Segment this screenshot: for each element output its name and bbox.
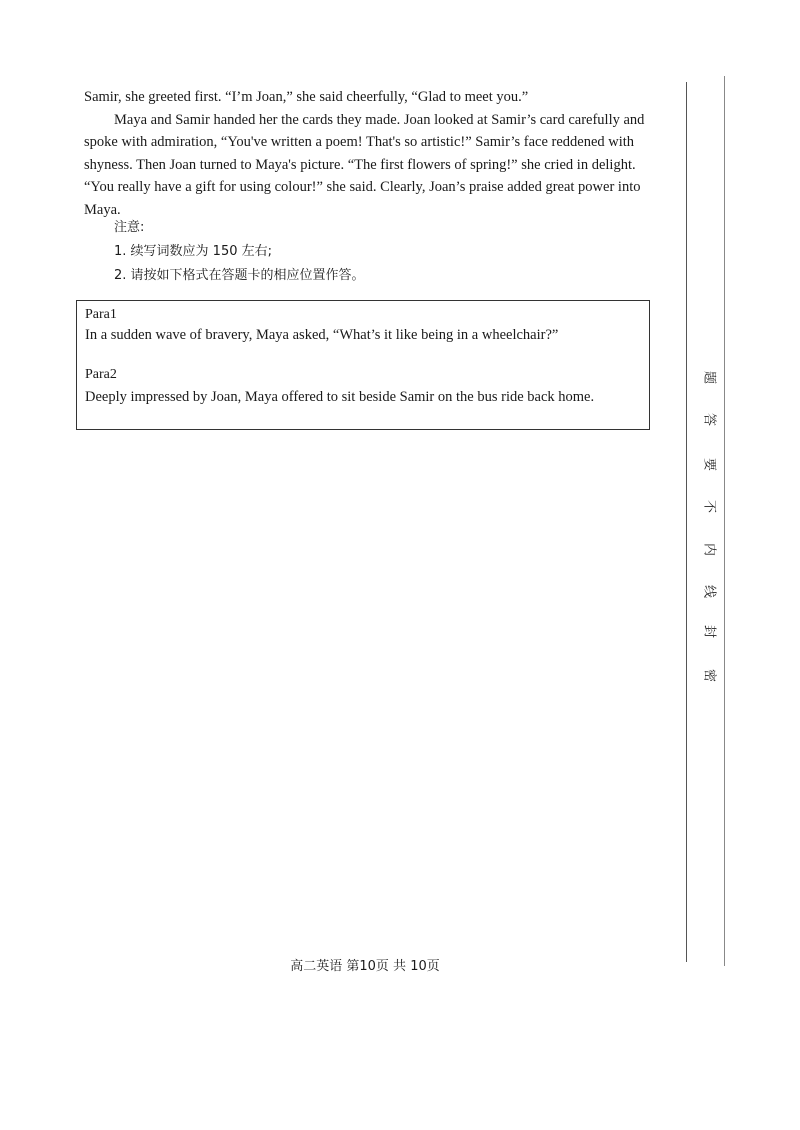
binding-char: 不 (701, 499, 717, 513)
para2-text: Deeply impressed by Joan, Maya offered to sit beside Samir on the bus ride back home. (85, 389, 595, 405)
binding-char: 题 (701, 370, 717, 384)
notes-title: 注意: (114, 220, 145, 235)
notes-section (84, 216, 644, 288)
binding-char: 密 (701, 668, 717, 682)
notes-item-2: 2. 请按如下格式在答题卡的相应位置作答。 (114, 268, 365, 283)
binding-char: 答 (701, 412, 717, 426)
story-paragraph-2: Maya and Samir handed her the cards they made. Joan looked at Samir’s card carefully and spoke with admiration, “You've written a poem! That's so artistic!” Samir’s face reddened with shyness. Then Joan turned to Maya's picture. “The first flowers of spring!” she cried in delight. “You really have a gift for using colour!” she said. Clearly, Joan’s praise added great power into Maya. (84, 111, 645, 218)
story-text (84, 86, 654, 221)
story-line-1: Samir, she greeted first. “I’m Joan,” she said cheerfully, “Glad to meet you.” (84, 89, 529, 105)
notes-item-1: 1. 续写词数应为 150 左右; (114, 244, 272, 259)
binding-char: 要 (701, 457, 717, 471)
para2-label: Para2 (85, 367, 117, 382)
binding-line (686, 82, 687, 962)
binding-char: 内 (701, 542, 717, 556)
para1-text: In a sudden wave of bravery, Maya asked, “What’s it like being in a wheelchair?” (85, 327, 559, 343)
binding-char: 封 (701, 624, 717, 638)
binding-char: 线 (701, 584, 717, 598)
page-footer: 高二英语 第10页 共 10页 (290, 959, 440, 974)
para1-label: Para1 (85, 307, 117, 322)
answer-format-box (76, 300, 650, 430)
binding-edge-line (724, 76, 725, 966)
